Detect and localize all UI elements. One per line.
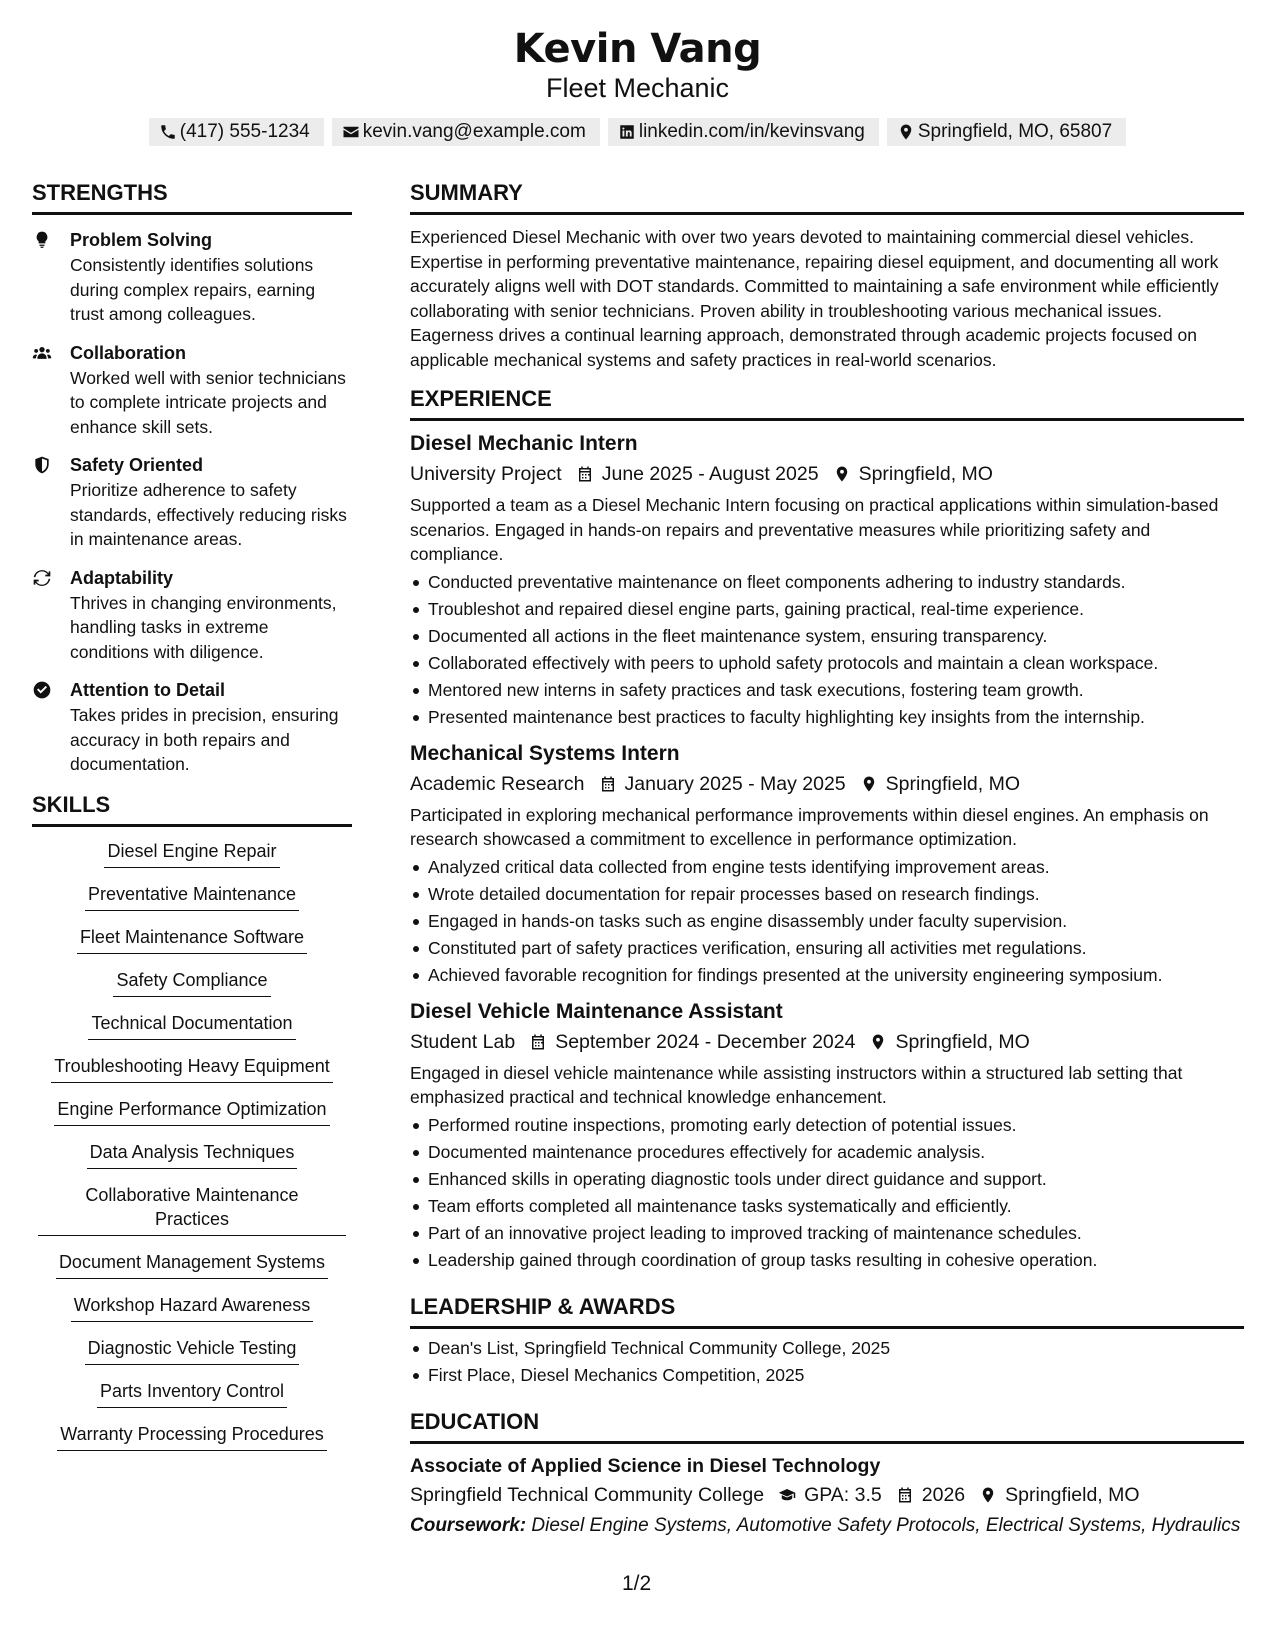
list-item: Constituted part of safety practices verification, ensuring all activities met regulations. (410, 935, 1244, 962)
location-pin-icon (833, 465, 851, 483)
position-meta (410, 1027, 1244, 1057)
organization: Student Lab (410, 1030, 516, 1053)
date-range: January 2025 - May 2025 (624, 772, 846, 795)
shield-icon (32, 455, 52, 475)
linkedin-icon (618, 123, 636, 141)
job-title: Fleet Mechanic (545, 73, 730, 103)
strength-desc: Worked well with senior technicians to complete intricate projects and enhance skill sets. (70, 367, 346, 437)
check-circle-icon (32, 680, 52, 700)
position-meta (410, 459, 1244, 489)
resume-header (0, 24, 1275, 146)
strength-desc: Consistently identifies solutions during complex repairs, earning trust among colleagues. (70, 255, 316, 324)
right-column (410, 178, 1244, 1538)
list-item: Presented maintenance best practices to faculty highlighting key insights from the internship. (410, 704, 1244, 731)
job-description: Engaged in diesel vehicle maintenance while assisting instructors within a structured lab setting that emphasized practical and technical knowledge enhancement. (410, 1062, 1183, 1107)
awards-heading: LEADERSHIP & AWARDS (410, 1292, 1244, 1329)
list-item: Analyzed critical data collected from engine tests identifying improvement areas. (410, 854, 1244, 881)
degree: Associate of Applied Science in Diesel Technology (410, 1454, 881, 1477)
date-range: September 2024 - December 2024 (555, 1030, 856, 1053)
strength-name: Problem Solving (70, 230, 213, 250)
awards-list (410, 1335, 1244, 1389)
strength-desc: Thrives in changing environments, handling tasks in extreme conditions with diligence. (70, 592, 337, 662)
list-item: Wrote detailed documentation for repair processes based on research findings. (410, 881, 1244, 908)
skill-tag: Safety Compliance (113, 968, 270, 997)
strengths-list (32, 227, 352, 777)
contact-bar (0, 118, 1275, 146)
list-item: Documented all actions in the fleet maintenance system, ensuring transparency. (410, 623, 1244, 650)
contact-location: Springfield, MO, 65807 (887, 118, 1126, 146)
summary-text: Experienced Diesel Mechanic with over two years devoted to maintaining commercial diesel vehicles. Expertise in performing preventative maintenance, repairing diesel equipment, and documenting all work accurately aligns well with DOT standards. Committed to maintaining a safe environment while efficiently collaborating with senior technicians. Proven ability in troubleshooting various mechanical issues. Eagerness drives a continual learning approach, demonstrated through academic projects focused on applicable mechanical systems and safety practices in real-world scenarios. (410, 227, 1219, 370)
summary-heading: SUMMARY (410, 178, 1244, 215)
skill-tag: Diagnostic Vehicle Testing (85, 1336, 300, 1365)
coursework-list: Diesel Engine Systems, Automotive Safety Protocols, Electrical Systems, Hydraulics (531, 1514, 1241, 1536)
list-item: Enhanced skills in operating diagnostic tools under direct guidance and support. (410, 1166, 1244, 1193)
location-pin-icon (860, 775, 878, 793)
strength-desc: Takes prides in precision, ensuring accuracy in both repairs and documentation. (70, 705, 339, 774)
strength-item (32, 677, 352, 777)
location-pin-icon (897, 123, 915, 141)
graduation-year: 2026 (921, 1483, 966, 1506)
job-bullets (410, 569, 1244, 731)
position-title: Diesel Mechanic Intern (410, 432, 638, 455)
skill-tag: Troubleshooting Heavy Equipment (51, 1054, 333, 1083)
candidate-name: Kevin Vang (513, 26, 762, 72)
position-title: Diesel Vehicle Maintenance Assistant (410, 999, 783, 1023)
left-column (32, 178, 352, 1465)
skill-tag: Engine Performance Optimization (54, 1097, 329, 1126)
skills-heading: SKILLS (32, 790, 352, 827)
job-location: Springfield, MO (885, 772, 1021, 795)
users-icon (32, 343, 52, 363)
list-item: Conducted preventative maintenance on fleet components adhering to industry standards. (410, 569, 1244, 596)
coursework-label: Coursework: (410, 1514, 527, 1536)
strength-item (32, 227, 352, 327)
sync-icon (32, 568, 52, 588)
location-pin-icon (869, 1033, 887, 1051)
list-item: Engaged in hands-on tasks such as engine disassembly under faculty supervision. (410, 908, 1244, 935)
strength-item (32, 340, 352, 440)
skill-tag: Parts Inventory Control (97, 1379, 287, 1408)
contact-email[interactable]: kevin.vang@example.com (332, 118, 600, 146)
envelope-icon (342, 123, 360, 141)
list-item: Collaborated effectively with peers to uphold safety protocols and maintain a clean workspace. (410, 650, 1244, 677)
phone-icon (159, 123, 177, 141)
job-description: Supported a team as a Diesel Mechanic Intern focusing on practical applications within simulation-based scenarios. Engaged in hands-on repairs and preventative measures while prioritizing safety and compliance. (410, 495, 1219, 564)
strength-name: Collaboration (70, 342, 186, 363)
school-location: Springfield, MO (1005, 1483, 1140, 1506)
strengths-heading: STRENGTHS (32, 178, 352, 215)
experience-heading: EXPERIENCE (410, 384, 1244, 421)
list-item: Troubleshot and repaired diesel engine parts, gaining practical, real-time experience. (410, 596, 1244, 623)
education-meta (410, 1480, 1244, 1510)
skill-tag: Workshop Hazard Awareness (71, 1293, 313, 1322)
contact-linkedin[interactable]: linkedin.com/in/kevinsvang (608, 118, 879, 146)
date-range: June 2025 - August 2025 (601, 463, 819, 485)
list-item: Performed routine inspections, promoting early detection of potential issues. (410, 1112, 1244, 1139)
position-title: Mechanical Systems Intern (410, 741, 680, 765)
experience-entry (410, 739, 1244, 989)
list-item: Achieved favorable recognition for findings presented at the university engineering symposium. (410, 962, 1244, 989)
list-item: Documented maintenance procedures effectively for academic analysis. (410, 1139, 1244, 1166)
list-item: Leadership gained through coordination of group tasks resulting in cohesive operation. (410, 1247, 1244, 1274)
job-bullets (410, 854, 1244, 989)
list-item: First Place, Diesel Mechanics Competition, 2025 (410, 1362, 1244, 1389)
position-meta (410, 769, 1244, 799)
calendar-icon (599, 775, 617, 793)
experience-entry (410, 429, 1244, 731)
education-heading: EDUCATION (410, 1407, 1244, 1444)
location-pin-icon (979, 1486, 997, 1504)
job-description: Participated in exploring mechanical performance improvements within diesel engines. An emphasis on research showcased a commitment to excellence in performance optimization. (410, 804, 1209, 849)
coursework (410, 1514, 1244, 1538)
strength-item (32, 565, 352, 665)
school-name: Springfield Technical Community College (410, 1483, 765, 1506)
job-bullets (410, 1112, 1244, 1274)
skill-tag: Preventative Maintenance (85, 882, 299, 911)
graduation-cap-icon (778, 1486, 796, 1504)
strength-name: Attention to Detail (70, 680, 225, 700)
list-item: Dean's List, Springfield Technical Community College, 2025 (410, 1335, 1244, 1362)
skill-tag: Fleet Maintenance Software (77, 925, 307, 954)
list-item: Team efforts completed all maintenance tasks systematically and efficiently. (410, 1193, 1244, 1220)
skill-tag: Document Management Systems (56, 1250, 328, 1279)
lightbulb-icon (32, 230, 52, 250)
organization: University Project (410, 463, 562, 485)
gpa: GPA: 3.5 (804, 1483, 882, 1506)
list-item: Mentored new interns in safety practices and task executions, fostering team growth. (410, 677, 1244, 704)
job-location: Springfield, MO (895, 1030, 1030, 1053)
page-number: 1/2 (622, 1572, 652, 1595)
strength-name: Adaptability (70, 567, 174, 588)
skill-tag: Warranty Processing Procedures (57, 1422, 326, 1451)
strength-desc: Prioritize adherence to safety standards, effectively reducing risks in maintenance areas. (70, 480, 347, 549)
job-location: Springfield, MO (858, 463, 993, 485)
skills-list (32, 839, 352, 1465)
calendar-icon (529, 1033, 547, 1051)
skill-tag: Technical Documentation (88, 1011, 295, 1040)
calendar-icon (896, 1486, 914, 1504)
organization: Academic Research (410, 772, 585, 795)
experience-entry (410, 997, 1244, 1274)
strength-item (32, 452, 352, 552)
skill-tag: Data Analysis Techniques (87, 1140, 298, 1169)
calendar-icon (576, 465, 594, 483)
skill-tag: Collaborative Maintenance Practices (38, 1183, 346, 1236)
list-item: Part of an innovative project leading to improved tracking of maintenance schedules. (410, 1220, 1244, 1247)
contact-phone: (417) 555-1234 (149, 118, 324, 146)
strength-name: Safety Oriented (70, 455, 204, 475)
skill-tag: Diesel Engine Repair (104, 839, 279, 868)
